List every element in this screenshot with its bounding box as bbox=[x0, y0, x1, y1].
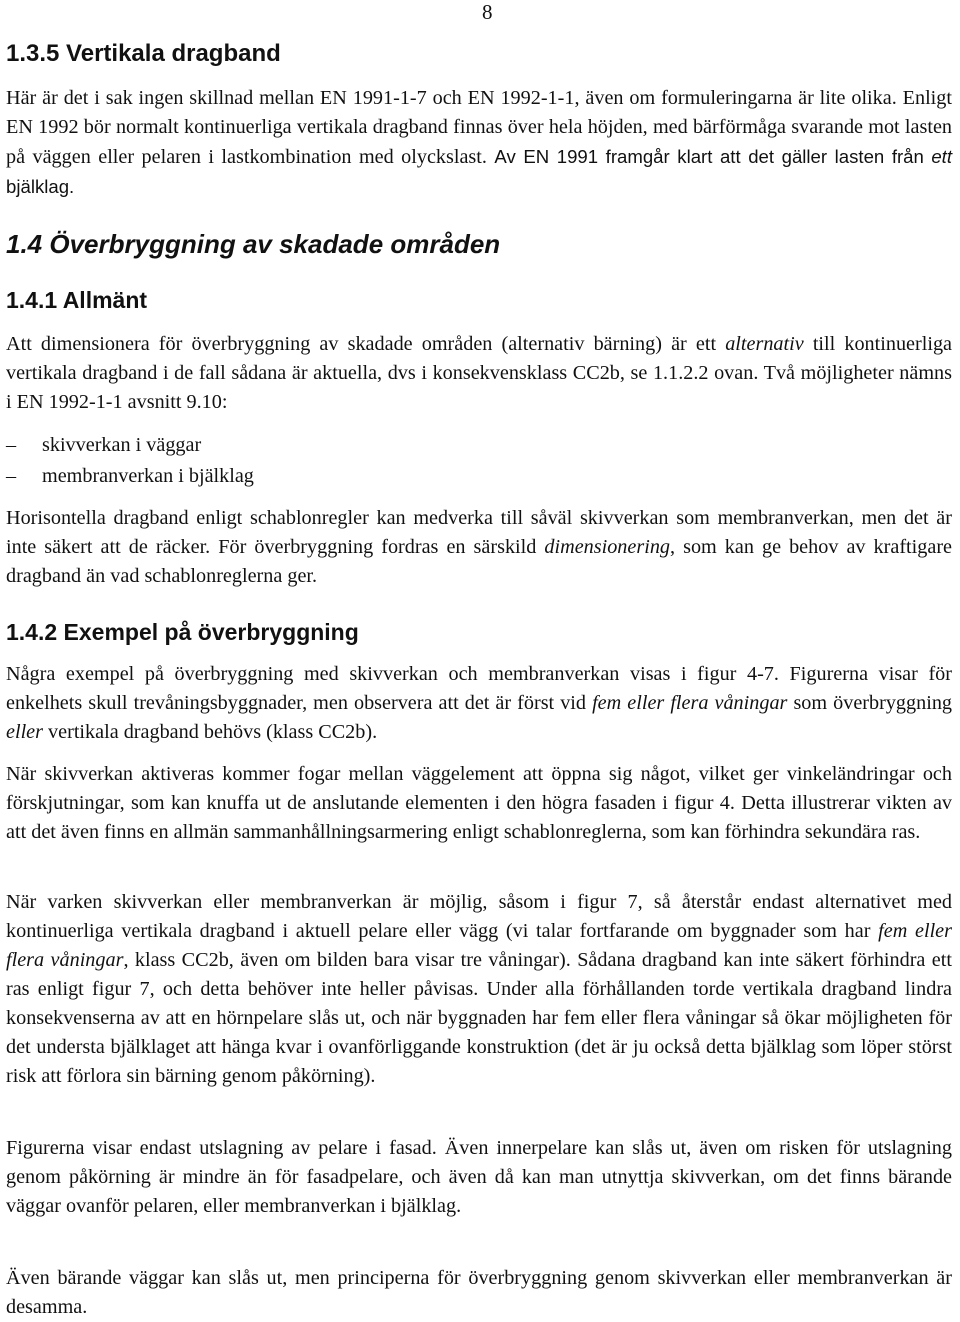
list-item bbox=[6, 461, 952, 492]
heading-1-4-1: 1.4.1 Allmänt bbox=[6, 287, 148, 313]
heading-1-4: 1.4 Överbryggning av skadade områden bbox=[6, 229, 501, 259]
text-run: Att dimensionera för överbryggning av skadade områden (alternativ bärning) är ett bbox=[6, 333, 717, 355]
heading-1-3-5: 1.3.5 Vertikala dragband bbox=[6, 40, 281, 67]
paragraph-text: När skivverkan aktiveras kommer fogar mellan väggelement att öppna sig något, vilket ger vinkeländringar och förskjutningar, som kan knuffa ut de anslutande elementen i den högra fasaden i figur 4. Detta illustrerar vikten av att det även finns en allmän sammanhållningsarmering enligt schablonreglerna, som kan förhindra sekundära ras. bbox=[6, 763, 952, 843]
text-run: , som kan ge behov av kraftigare dragband än vad schablonreglerna ger. bbox=[6, 536, 953, 587]
text-run: När varken skivverkan eller membranverkan är möjlig, såsom i figur 7, så återstår endast alternativet med kontinuerliga vertikala dragband i aktuell pelare eller vägg (vi talar fortfarande om byggnader som har bbox=[6, 891, 952, 942]
emphasis: dimensionering bbox=[544, 536, 671, 558]
document-page bbox=[6, 0, 954, 1316]
paragraph-1-4-1-dragband bbox=[6, 504, 952, 591]
emphasis: fem eller flera våningar bbox=[592, 692, 788, 714]
paragraph-1-4-2-examples bbox=[6, 660, 952, 747]
paragraph-1-4-2-skivverkan bbox=[6, 760, 952, 847]
emphasis: ett bbox=[931, 146, 953, 167]
paragraph-text: Även bärande väggar kan slås ut, men principerna för överbryggning genom skivverkan eller membranverkan är desamma. bbox=[6, 1267, 952, 1318]
list-item bbox=[6, 430, 952, 461]
text-run: vertikala dragband behövs (klass CC2b). bbox=[48, 721, 378, 743]
text-run: Några exempel på överbryggning med skivverkan och membranverkan visas i figur 4-7. Figurerna visar för enkelhets skull trevåningsbyggnader, men observera att det är först vid bbox=[6, 663, 952, 714]
text-run: Horisontella dragband enligt schablonregler kan medverka till såväl skivverkan som membranverkan, men det är inte säkert att de räcker. För överbryggning fordras en särskild bbox=[6, 507, 952, 558]
text-run: till kontinuerliga vertikala dragband i de fall sådana är aktuella, dvs i konsekvensklass CC2b, se 1.1.2.2 ovan. Två möjligheter nämns i EN 1992-1-1 avsnitt 9.10: bbox=[6, 333, 953, 413]
paragraph-text: Figurerna visar endast utslagning av pelare i fasad. Även innerpelare kan slås ut, även om risken för utslagning genom påkörning är mindre än för fasadpelare, och även då kan man utnyttja skivverkan, om det finns bärande väggar ovanför pelaren, eller membranverkan i bjälklag. bbox=[6, 1137, 952, 1217]
emphasis: eller bbox=[6, 721, 43, 743]
list-item-text: skivverkan i väggar bbox=[42, 434, 202, 456]
paragraph-1-4-2-vaggar bbox=[6, 1264, 952, 1322]
paragraph-1-3-5 bbox=[6, 84, 952, 202]
dash-marker: – bbox=[6, 434, 17, 456]
paragraph-1-4-2-figurerna bbox=[6, 1134, 952, 1221]
text-run: som överbryggning bbox=[793, 692, 953, 714]
paragraph-1-4-2-varken bbox=[6, 888, 952, 1091]
paragraph-1-4-1-intro bbox=[6, 330, 952, 417]
dash-list bbox=[6, 430, 952, 492]
text-run: Här är det i sak ingen skillnad mellan EN 1991-1-7 och EN 1992-1-1, även om formuleringarna är lite olika. Enligt EN 1992 bör normalt kontinuerliga vertikala dragband finnas över hela höjden, med bärförmåga svarande mot lasten på väggen eller pelaren i lastkombination med olyckslast. bbox=[6, 87, 952, 168]
text-run: Av EN 1991 framgår klart att det gäller lasten från bbox=[494, 146, 924, 167]
text-run: bjälklag. bbox=[6, 176, 75, 197]
emphasis: fem eller flera våningar bbox=[6, 920, 952, 971]
page-number: 8 bbox=[482, 0, 493, 24]
text-run: , klass CC2b, även om bilden bara visar tre våningar). Sådana dragband kan inte säkert förhindra ett ras enligt figur 7, och detta behöver inte heller påvisas. Under alla förhållanden torde vertikala dragband lindra konsekvenserna av att en hörnpelare slås ut, och när byggnaden har fem eller flera våningar så ökar möjligheten för det understa bjälklaget att hänga kvar i ovanförliggande konstruktion (det är ju också detta bjälklag som löper störst risk att förlora sin bärning genom påkörning). bbox=[6, 949, 952, 1087]
dash-marker: – bbox=[6, 465, 17, 487]
heading-1-4-2: 1.4.2 Exempel på överbryggning bbox=[6, 619, 359, 645]
list-item-text: membranverkan i bjälklag bbox=[42, 465, 254, 487]
emphasis: alternativ bbox=[725, 333, 804, 355]
